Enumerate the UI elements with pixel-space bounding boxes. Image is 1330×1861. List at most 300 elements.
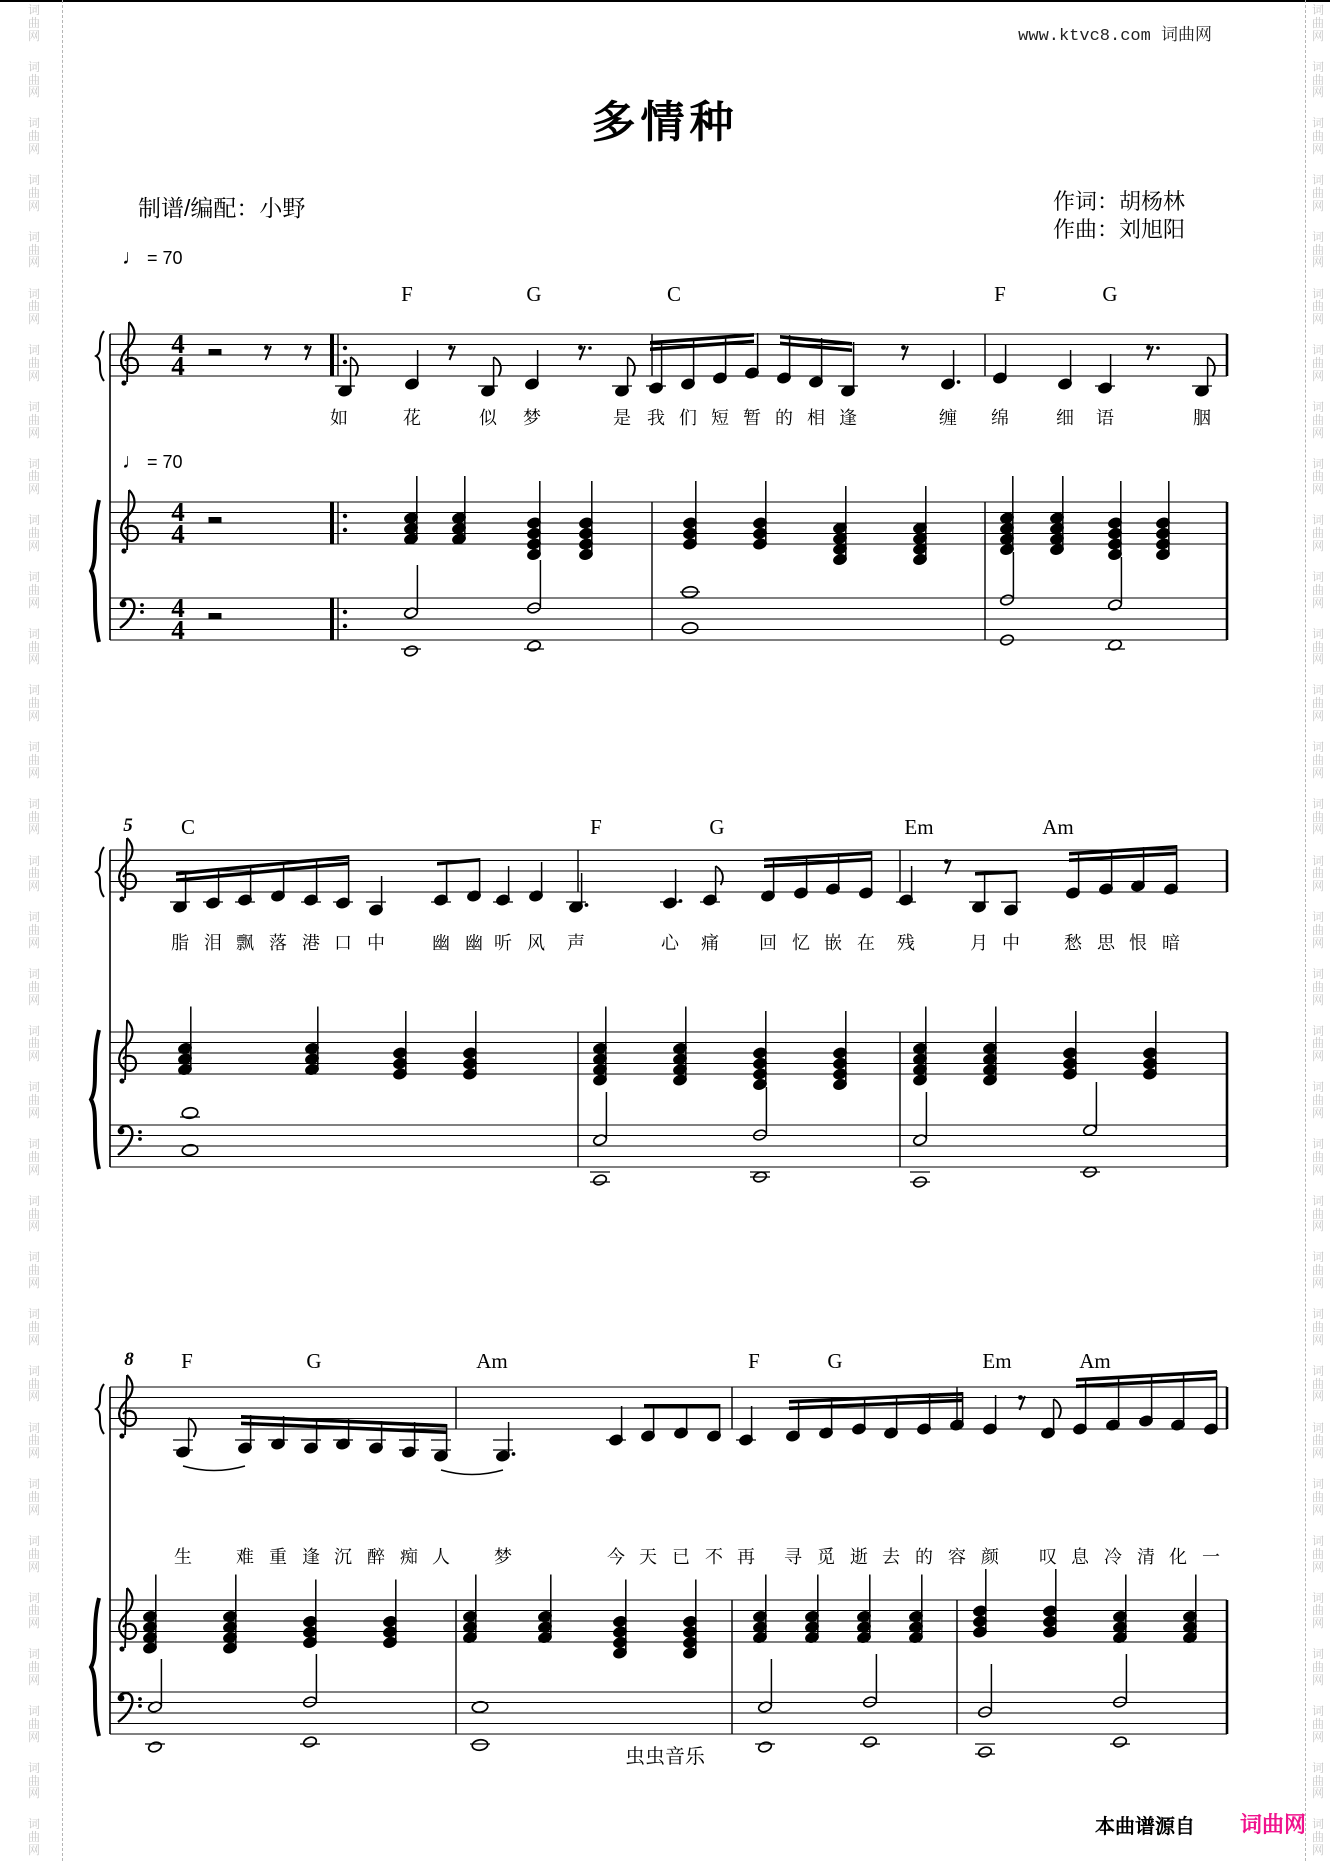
lyric-syllable: 飘 (236, 933, 254, 953)
repeat-sign (330, 334, 334, 376)
side-watermark-char: 词 (1311, 343, 1325, 358)
side-watermark-char: 网 (27, 595, 41, 610)
repeat-dot (343, 514, 347, 518)
side-watermark-char: 网 (27, 482, 41, 497)
side-watermark-char: 词 (27, 966, 41, 981)
treble-clef-icon (119, 1433, 124, 1438)
side-watermark-char: 网 (1311, 1049, 1325, 1064)
chord-label: Am (476, 1349, 508, 1373)
lyric-syllable: 港 (302, 933, 320, 953)
rest-dot (1156, 346, 1160, 350)
lyric-syllable: 绵 (991, 408, 1009, 428)
side-watermark-char: 曲 (27, 582, 41, 597)
side-watermark-char: 词 (1311, 1023, 1325, 1038)
lyric-syllable: 生 (174, 1547, 192, 1567)
whole-note-head (682, 622, 699, 634)
side-watermark-char: 曲 (27, 1263, 41, 1278)
half-rest (209, 349, 222, 355)
side-watermark-char: 词 (27, 1533, 41, 1548)
lyric-syllable: 暗 (1162, 933, 1180, 953)
lyric-syllable: 重 (269, 1547, 287, 1567)
note-flag (628, 357, 635, 376)
side-watermark-char: 网 (27, 368, 41, 383)
note-dot (679, 899, 683, 903)
side-watermark-char: 词 (1311, 910, 1325, 925)
lyric-syllable: 似 (479, 408, 497, 428)
side-watermark-char: 词 (1311, 1647, 1325, 1662)
side-watermark-char: 词 (1311, 1193, 1325, 1208)
measure-number: 5 (123, 815, 133, 836)
side-watermark-char: 网 (27, 1389, 41, 1404)
side-watermark-char: 曲 (1311, 1376, 1325, 1391)
lyric-syllable: 寻 (784, 1547, 802, 1567)
side-watermark-char: 词 (1311, 1533, 1325, 1548)
tempo-value: = 70 (147, 248, 183, 268)
side-watermark-char: 网 (1311, 198, 1325, 213)
side-watermark-char: 词 (27, 1477, 41, 1492)
chord-label: Em (904, 815, 934, 839)
side-watermark-char: 曲 (1311, 979, 1325, 994)
chord-label: F (590, 815, 602, 839)
lyric-syllable: 中 (367, 933, 385, 953)
lyric-syllable: 泪 (204, 933, 222, 953)
side-watermark-char: 网 (27, 1276, 41, 1290)
time-signature: 4 (171, 593, 185, 623)
side-watermark-char: 网 (27, 1502, 41, 1517)
side-watermark-char: 曲 (27, 412, 41, 427)
tie-arc (183, 1466, 245, 1471)
lyric-syllable: 风 (527, 933, 545, 953)
time-signature: 4 (171, 497, 185, 527)
lyric-syllable: 如 (330, 408, 348, 428)
side-watermark-char: 网 (27, 1105, 41, 1120)
side-watermark-char: 网 (27, 652, 41, 667)
note-dot (512, 1452, 516, 1456)
side-watermark-char: 词 (27, 1023, 41, 1038)
tie-arc (441, 1470, 503, 1475)
side-watermark-char: 网 (1311, 85, 1325, 100)
lyric-syllable: 天 (639, 1547, 657, 1567)
lyric-syllable: 落 (269, 933, 287, 953)
side-watermark-char: 曲 (1311, 1206, 1325, 1221)
side-watermark-char: 网 (1311, 1616, 1325, 1631)
side-watermark-char: 词 (27, 1590, 41, 1605)
lyric-syllable: 细 (1056, 408, 1074, 428)
bass-clef-icon (140, 603, 144, 607)
side-watermark-char: 网 (1311, 1502, 1325, 1517)
side-watermark-char: 词 (27, 1760, 41, 1775)
note-dot (585, 903, 589, 907)
bass-clef-icon (138, 1704, 142, 1708)
lyric-syllable: 是 (613, 408, 631, 428)
side-watermark-char: 曲 (1311, 1546, 1325, 1561)
side-watermark-char: 曲 (27, 1206, 41, 1221)
side-watermark-char: 曲 (27, 1773, 41, 1788)
side-watermark-char: 曲 (27, 72, 41, 87)
eighth-rest (264, 345, 269, 350)
lyric-syllable: 们 (679, 408, 697, 428)
lyric-syllable: 我 (647, 408, 665, 428)
side-watermark-char: 网 (1311, 1446, 1325, 1461)
side-watermark-char: 网 (1311, 1105, 1325, 1120)
lyric-syllable: 叹 (1039, 1547, 1057, 1567)
grand-staff-brace (91, 500, 99, 642)
side-watermark-char: 网 (1311, 652, 1325, 667)
chord-label: F (181, 1349, 193, 1373)
treble-clef-icon (119, 896, 124, 901)
treble-clef-icon (121, 548, 126, 553)
quarter-note-icon: ♩ (122, 450, 143, 473)
lyric-syllable: 息 (1071, 1547, 1089, 1567)
side-watermark-char: 网 (1311, 1389, 1325, 1404)
side-watermark-char: 曲 (27, 1603, 41, 1618)
beam (437, 858, 480, 866)
note-flag (189, 1418, 196, 1437)
side-watermark-char: 网 (1311, 368, 1325, 383)
side-watermark-char: 词 (27, 456, 41, 471)
lyric-syllable: 梦 (494, 1547, 512, 1567)
side-watermark-char: 曲 (1311, 752, 1325, 767)
lyric-syllable: 月 (970, 933, 988, 953)
side-watermark-char: 词 (27, 1420, 41, 1435)
side-watermark-char: 曲 (1311, 1490, 1325, 1504)
side-watermark-char: 词 (1311, 570, 1325, 584)
side-watermark-char: 词 (1311, 1080, 1325, 1095)
note-flag (1208, 357, 1215, 376)
bass-clef-icon (138, 1137, 142, 1141)
side-watermark-char: 网 (27, 538, 41, 553)
side-watermark-char: 词 (27, 796, 41, 811)
side-watermark-char: 词 (1311, 1137, 1325, 1151)
side-watermark-char: 网 (1311, 992, 1325, 1007)
lyric-syllable: 逢 (839, 408, 857, 428)
side-watermark-char: 词 (1311, 1307, 1325, 1322)
side-watermark-char: 曲 (27, 1660, 41, 1675)
side-watermark-char: 曲 (27, 1716, 41, 1731)
side-watermark-char: 词 (27, 740, 41, 755)
lyric-syllable: 口 (334, 933, 352, 953)
lyric-syllable: 冷 (1104, 1547, 1122, 1567)
site-watermark: www.ktvc8.com 词曲网 (1018, 27, 1212, 46)
side-watermark-char: 网 (27, 28, 41, 43)
side-watermark-char: 网 (27, 1162, 41, 1177)
side-watermark-char: 网 (1311, 28, 1325, 43)
side-watermark-char: 网 (1311, 1786, 1325, 1801)
side-watermark-char: 网 (1311, 482, 1325, 497)
lyric-syllable: 忆 (792, 933, 810, 953)
chord-label: G (1102, 282, 1118, 306)
lyric-syllable: 心 (661, 933, 679, 953)
lyric-syllable: 痴 (400, 1547, 418, 1567)
lyric-syllable: 缠 (939, 408, 957, 428)
side-watermark-char: 曲 (1311, 923, 1325, 937)
lyric-syllable: 去 (882, 1547, 900, 1567)
side-watermark-char: 词 (27, 173, 41, 188)
side-watermark-char: 曲 (27, 979, 41, 994)
side-watermark-char: 网 (27, 425, 41, 440)
side-watermark-char: 词 (1311, 399, 1325, 414)
chord-label: G (526, 282, 542, 306)
chord-label: Am (1079, 1349, 1111, 1373)
side-watermark-char: 曲 (27, 356, 41, 370)
side-watermark-char: 曲 (1311, 809, 1325, 824)
lyric-syllable: 一 (1202, 1547, 1220, 1567)
side-watermark-char: 网 (1311, 1843, 1325, 1857)
lyric-syllable: 人 (432, 1547, 450, 1567)
lyric-syllable: 难 (236, 1547, 254, 1567)
side-watermark-char: 网 (27, 709, 41, 723)
side-watermark-char: 曲 (1311, 1603, 1325, 1618)
side-watermark-char: 词 (1311, 853, 1325, 868)
side-watermark-char: 词 (27, 3, 41, 17)
side-watermark-char: 曲 (27, 866, 41, 881)
side-watermark-char: 词 (1311, 1420, 1325, 1435)
side-watermark-char: 网 (27, 765, 41, 780)
side-watermark-char: 曲 (27, 469, 41, 484)
lyric-syllable: 的 (775, 408, 793, 428)
lyric-syllable: 恨 (1129, 933, 1147, 953)
chord-label: F (748, 1349, 760, 1373)
side-watermark-char: 词 (27, 1193, 41, 1208)
side-watermark-char: 词 (27, 59, 41, 74)
side-watermark-char: 曲 (1311, 1319, 1325, 1334)
side-watermark-char: 网 (1311, 1162, 1325, 1177)
footer-brand-label: 词曲网 (1240, 1812, 1307, 1837)
side-watermark-char: 词 (1311, 3, 1325, 17)
lyric-syllable: 觅 (817, 1547, 835, 1567)
arranger-credit: 制谱/编配：小野 (138, 195, 306, 221)
chord-label: F (994, 282, 1006, 306)
side-watermark-char: 词 (1311, 1817, 1325, 1832)
half-note-head (403, 645, 418, 658)
eighth-rest (578, 345, 583, 350)
side-watermark-char: 曲 (1311, 242, 1325, 257)
side-watermark-char: 词 (27, 1704, 41, 1718)
eighth-rest (1146, 345, 1151, 350)
lyric-syllable: 容 (948, 1547, 966, 1567)
treble-clef-icon (119, 1646, 124, 1651)
lyric-syllable: 思 (1097, 933, 1115, 953)
eighth-rest (304, 345, 309, 350)
side-watermark-char: 网 (1311, 1559, 1325, 1574)
chord-label: G (709, 815, 725, 839)
side-watermark-char: 词 (27, 1363, 41, 1378)
side-watermark-char: 词 (27, 1080, 41, 1095)
side-watermark-char: 网 (1311, 312, 1325, 327)
chord-label: G (306, 1349, 322, 1373)
side-watermark-char: 网 (27, 198, 41, 213)
half-note-head (526, 640, 541, 653)
eighth-rest (944, 859, 949, 864)
side-watermark-char: 词 (1311, 229, 1325, 244)
side-watermark-char: 网 (27, 822, 41, 837)
side-watermark-char: 曲 (1311, 1093, 1325, 1108)
side-watermark-char: 词 (27, 1817, 41, 1832)
side-watermark-char: 曲 (1311, 412, 1325, 427)
side-watermark-char: 网 (27, 85, 41, 100)
half-note-head (999, 594, 1014, 607)
side-watermark-char: 词 (27, 513, 41, 528)
side-watermark-char: 词 (27, 1250, 41, 1265)
side-watermark-char: 网 (27, 935, 41, 950)
side-watermark-char: 曲 (27, 299, 41, 314)
note-flag (351, 357, 358, 376)
lyric-syllable: 沉 (334, 1547, 352, 1567)
side-watermark-char: 曲 (27, 1376, 41, 1391)
eighth-rest (1018, 1395, 1023, 1400)
lyric-syllable: 醉 (367, 1547, 385, 1567)
lyric-syllable: 逢 (302, 1547, 320, 1567)
half-note-head (1107, 599, 1122, 612)
note-dot (957, 380, 961, 384)
side-watermark-char: 词 (1311, 683, 1325, 698)
side-watermark-char: 网 (1311, 1729, 1325, 1744)
side-watermark-char: 曲 (27, 639, 41, 654)
side-watermark-char: 网 (1311, 822, 1325, 837)
side-watermark-char: 曲 (27, 185, 41, 200)
half-rest (209, 613, 222, 619)
side-watermark-char: 曲 (27, 1490, 41, 1504)
side-watermark-char: 网 (27, 1219, 41, 1234)
side-watermark-char: 网 (1311, 1672, 1325, 1687)
side-watermark-char: 词 (1311, 513, 1325, 528)
side-watermark-char: 词 (1311, 1250, 1325, 1265)
lyric-syllable: 语 (1096, 408, 1114, 428)
side-watermark-char: 网 (1311, 709, 1325, 723)
side-watermark-char: 词 (1311, 966, 1325, 981)
lyric-syllable: 的 (915, 1547, 933, 1567)
side-watermark-char: 曲 (27, 242, 41, 257)
side-watermark-char: 曲 (27, 129, 41, 144)
side-watermark-char: 网 (1311, 1276, 1325, 1290)
side-watermark-char: 曲 (1311, 129, 1325, 144)
lyric-syllable: 不 (705, 1547, 723, 1567)
lyric-syllable: 梦 (523, 408, 541, 428)
footer-center-label: 虫虫音乐 (625, 1746, 705, 1768)
side-watermark-char: 网 (1311, 255, 1325, 270)
repeat-dot (343, 346, 347, 350)
side-watermark-char: 网 (27, 1559, 41, 1574)
beam (644, 1404, 719, 1408)
side-watermark-char: 曲 (27, 1149, 41, 1164)
side-watermark-char: 网 (1311, 879, 1325, 894)
side-watermark-char: 词 (27, 853, 41, 868)
side-watermark-char: 词 (1311, 456, 1325, 471)
note-flag (494, 357, 501, 376)
grand-staff-brace (96, 331, 104, 381)
lyric-syllable: 幽 (465, 933, 483, 953)
side-watermark-char: 词 (1311, 626, 1325, 641)
side-watermark-char: 词 (1311, 286, 1325, 301)
side-watermark-char: 词 (27, 286, 41, 301)
footer-source-label: 本曲谱源自 (1095, 1816, 1195, 1838)
side-watermark-char: 曲 (1311, 1830, 1325, 1845)
side-watermark-char: 词 (1311, 173, 1325, 188)
lyric-syllable: 相 (807, 408, 825, 428)
side-watermark-char: 网 (1311, 595, 1325, 610)
time-signature: 4 (171, 615, 185, 645)
bass-clef-icon (138, 1130, 142, 1134)
song-title: 多情种 (591, 98, 739, 147)
side-watermark-char: 曲 (1311, 526, 1325, 541)
repeat-dot (343, 610, 347, 614)
side-watermark-char: 网 (1311, 1332, 1325, 1347)
side-watermark-char: 网 (27, 992, 41, 1007)
side-watermark-char: 词 (27, 1307, 41, 1322)
side-watermark-char: 曲 (27, 696, 41, 711)
half-note-head (592, 1174, 607, 1187)
side-watermark-char: 曲 (1311, 1660, 1325, 1675)
side-watermark-char: 网 (27, 1786, 41, 1801)
chord-label: Em (982, 1349, 1012, 1373)
grand-staff-brace (91, 1030, 99, 1169)
side-watermark-char: 曲 (1311, 72, 1325, 87)
side-watermark-char: 曲 (27, 1546, 41, 1561)
tempo-value: = 70 (147, 452, 183, 472)
side-watermark-char: 词 (1311, 1760, 1325, 1775)
repeat-dot (343, 528, 347, 532)
side-watermark-char: 曲 (1311, 1263, 1325, 1278)
side-watermark-char: 词 (1311, 1704, 1325, 1718)
grand-staff-brace (96, 847, 104, 897)
side-watermark-char: 词 (27, 229, 41, 244)
side-watermark-char: 词 (27, 343, 41, 358)
time-signature: 4 (171, 519, 185, 549)
lyric-syllable: 花 (403, 408, 421, 428)
bass-clef-icon (140, 610, 144, 614)
side-watermark-char: 词 (27, 399, 41, 414)
side-watermark-char: 曲 (1311, 1433, 1325, 1448)
eighth-rest (901, 345, 906, 350)
side-watermark-char: 词 (1311, 796, 1325, 811)
side-watermark-char: 词 (27, 1137, 41, 1151)
side-watermark-char: 曲 (1311, 1149, 1325, 1164)
lyric-syllable: 在 (857, 933, 875, 953)
side-watermark-char: 网 (27, 1332, 41, 1347)
side-watermark-char: 词 (27, 116, 41, 131)
grand-staff-brace (91, 1598, 99, 1736)
side-watermark-char: 曲 (1311, 1716, 1325, 1731)
repeat-sign (330, 502, 334, 544)
lyric-syllable: 愁 (1064, 933, 1082, 953)
lyric-syllable: 已 (672, 1547, 690, 1567)
chord-label: Am (1042, 815, 1074, 839)
side-watermark-char: 网 (1311, 142, 1325, 156)
lyric-syllable: 暂 (743, 408, 761, 428)
side-watermark-char: 词 (27, 570, 41, 584)
side-watermark-char: 词 (27, 1647, 41, 1662)
time-signature: 4 (171, 329, 185, 359)
lyric-syllable: 脂 (171, 933, 189, 953)
side-watermark-char: 网 (1311, 425, 1325, 440)
lyric-syllable: 化 (1169, 1547, 1187, 1567)
chord-label: G (827, 1349, 843, 1373)
side-watermark-char: 网 (27, 1672, 41, 1687)
composer-credit: 作曲：刘旭阳 (1053, 217, 1186, 242)
half-note-head (977, 1706, 992, 1719)
lyric-syllable: 今 (607, 1547, 625, 1567)
side-watermark-char: 网 (27, 1049, 41, 1064)
side-watermark-char: 网 (1311, 935, 1325, 950)
lyric-syllable: 再 (737, 1547, 755, 1567)
side-watermark-char: 网 (27, 879, 41, 894)
side-watermark-char: 曲 (1311, 582, 1325, 597)
side-watermark-char: 曲 (1311, 299, 1325, 314)
side-watermark-char: 词 (1311, 1590, 1325, 1605)
side-watermark-char: 词 (27, 910, 41, 925)
side-watermark-char: 网 (27, 1729, 41, 1744)
side-watermark-char: 词 (1311, 116, 1325, 131)
